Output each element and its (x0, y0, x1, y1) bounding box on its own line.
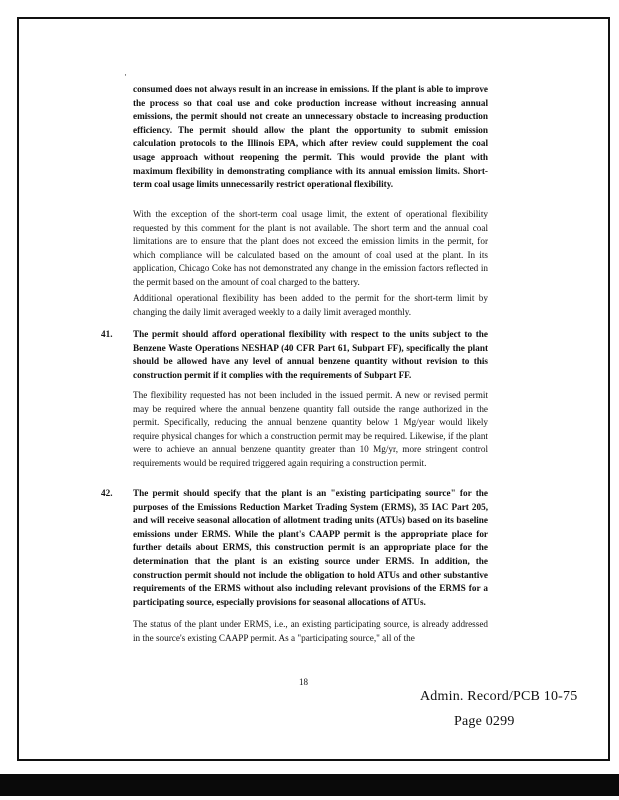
item-number-41: 41. (101, 329, 113, 339)
page-stamp: Page 0299 (454, 714, 515, 729)
stray-mark: · (124, 70, 127, 80)
response-42: The status of the plant under ERMS, i.e., an existing participating source, is already addressed in the source's existing CAAPP permit. As a "participating source," all of the (133, 619, 488, 643)
page-number: 18 (299, 677, 308, 687)
response-41: The flexibility requested has not been included in the issued permit. A new or revised permit may be required where the annual benzene quantity fall outside the range authorized in the permit. Specifically, reducing the annual benzene quantity below 1 Mg/year would likely require physical changes for which a construction permit may be required. Likewise, if the plant were to achieve an annual benzene quantity greater than 10 Mg/yr, more stringent control requirements would be required triggered again requiring a construction permit. (133, 390, 488, 468)
response-40-paragraph-2: Additional operational flexibility has been added to the permit for the short-term limit by changing the daily limit averaged weekly to a daily limit averaged monthly. (133, 293, 488, 317)
comment-40-continued: consumed does not always result in an increase in emissions. If the plant is able to improve the process so that coal use and coke production increase without increasing annual emissions, the permit should not create an unnecessary obstacle to increasing production efficiency. The permit should allow the plant the opportunity to submit emission calculation protocols to the Illinois EPA, which after review could supplement the coal usage approach without reopening the permit. This would provide the plant with maximum flexibility in demonstrating compliance with its annual emission limits. Short-term coal usage limits unnecessarily restrict operational flexibility. (133, 84, 488, 190)
admin-record-stamp: Admin. Record/PCB 10-75 (420, 689, 578, 704)
item-number-42: 42. (101, 488, 113, 498)
response-40-paragraph-1: With the exception of the short-term coal usage limit, the extent of operational flexibility requested by this comment for the plant is not available. The short term and the annual coal limitations are to ensure that the plant does not exceed the emission limits in the permit, for which compliance will be calculated based on the amount of coal used at the plant. In its application, Chicago Coke has not demonstrated any change in the emission factors reflected in the permit based on the amount of coal charged to the battery. (133, 209, 488, 287)
comment-41: The permit should afford operational flexibility with respect to the units subject to the Benzene Waste Operations NESHAP (40 CFR Part 61, Subpart FF), specifically the plant should be allowed have any level of annual benzene quantity without revision to this construction permit if it complies with the requirements of Subpart FF. (133, 329, 488, 380)
scan-edge-bar (0, 774, 619, 796)
comment-42: The permit should specify that the plant is an "existing participating source" for the purposes of the Emissions Reduction Market Trading System (ERMS), 35 IAC Part 205, and will receive seasonal allocation of allotment trading units (ATUs) based on its baseline emissions under ERMS. While the plant's CAAPP permit is the appropriate place for further details about ERMS, this construction permit is an appropriate place for the determination that the plant is an existing source under ERMS. In addition, the construction permit should not include the obligation to hold ATUs and other substantive requirements of the ERMS without also including relevant provisions of the ERMS for a participating source, especially provisions for seasonal allocations of ATUs. (133, 488, 488, 607)
